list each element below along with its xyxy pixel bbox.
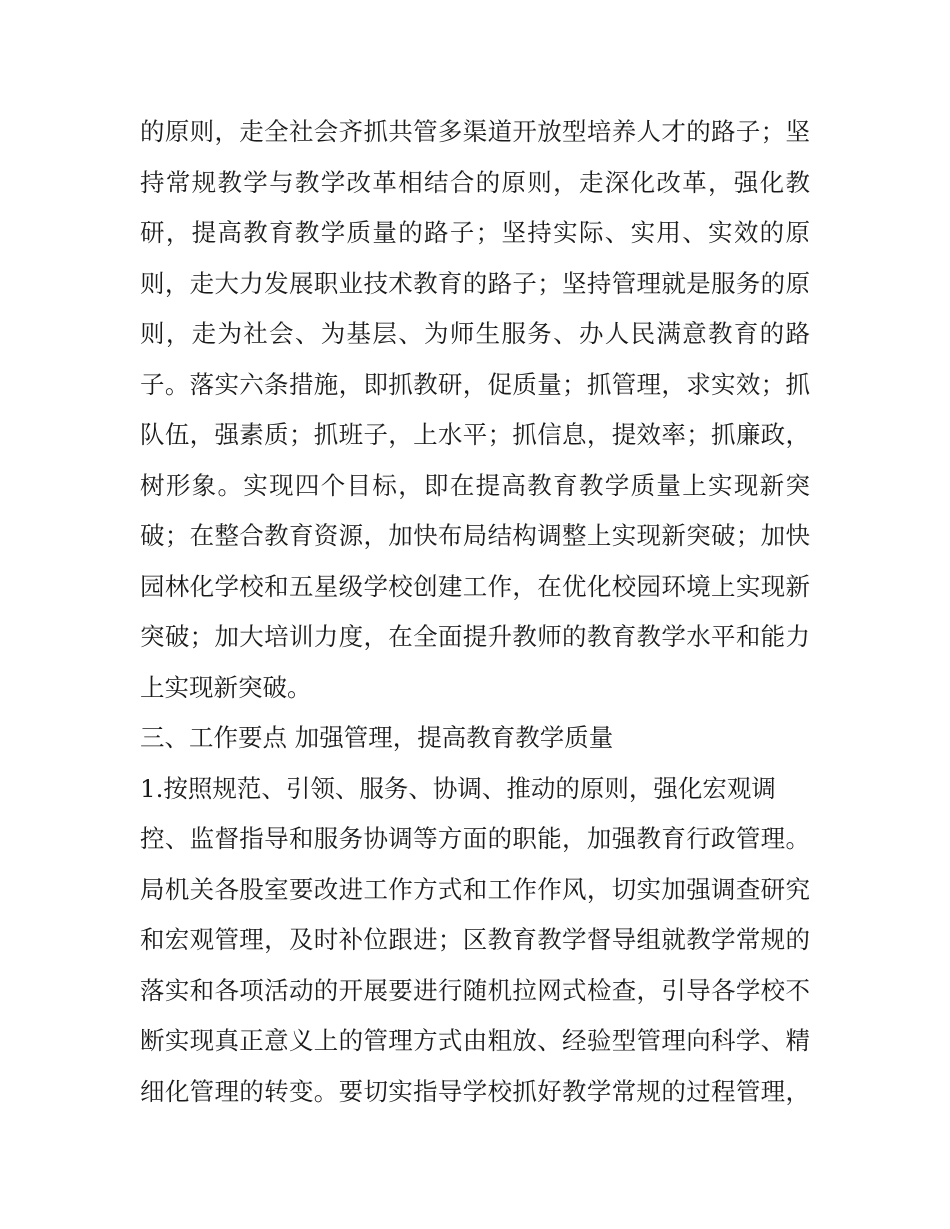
text-line: 1.按照规范、引领、服务、协调、推动的原则，强化宏观调 <box>140 773 776 803</box>
body-text <box>140 107 820 1117</box>
text-line: 园林化学校和五星级学校创建工作，在优化校园环境上实现新 <box>140 571 810 601</box>
text-line: 树形象。实现四个目标，即在提高教育教学质量上实现新突 <box>140 470 810 500</box>
text-line: 子。落实六条措施，即抓教研，促质量；抓管理，求实效；抓 <box>140 369 810 399</box>
text-line: 研，提高教育教学质量的路子；坚持实际、实用、实效的原 <box>140 218 810 247</box>
text-line: 断实现真正意义上的管理方式由粗放、经验型管理向科学、精 <box>140 1026 810 1055</box>
text-line: 上实现新突破。 <box>140 672 312 702</box>
text-line: 破；在整合教育资源，加快布局结构调整上实现新突破；加快 <box>140 521 810 550</box>
text-line: 控、监督指导和服务协调等方面的职能，加强教育行政管理。 <box>140 824 810 853</box>
text-line: 的原则，走全社会齐抓共管多渠道开放型培养人才的路子；坚 <box>140 117 810 146</box>
text-line: 细化管理的转变。要切实指导学校抓好教学常规的过程管理， <box>140 1076 810 1106</box>
text-line: 落实和各项活动的开展要进行随机拉网式检查，引导各学校不 <box>140 975 810 1005</box>
text-line: 则，走大力发展职业技术教育的路子；坚持管理就是服务的原 <box>140 268 810 298</box>
text-line: 突破；加大培训力度，在全面提升教师的教育教学水平和能力 <box>140 622 810 651</box>
text-line: 持常规教学与教学改革相结合的原则，走深化改革，强化教 <box>140 167 810 197</box>
text-line: 三、工作要点 加强管理，提高教育教学质量 <box>140 723 614 752</box>
text-line: 则，走为社会、为基层、为师生服务、办人民满意教育的路 <box>140 319 810 348</box>
text-line: 队伍，强素质；抓班子，上水平；抓信息，提效率；抓廉政， <box>140 420 810 449</box>
text-line: 和宏观管理，及时补位跟进；区教育教学督导组就教学常规的 <box>140 925 810 954</box>
text-line: 局机关各股室要改进工作方式和工作作风，切实加强调查研究 <box>140 874 810 904</box>
